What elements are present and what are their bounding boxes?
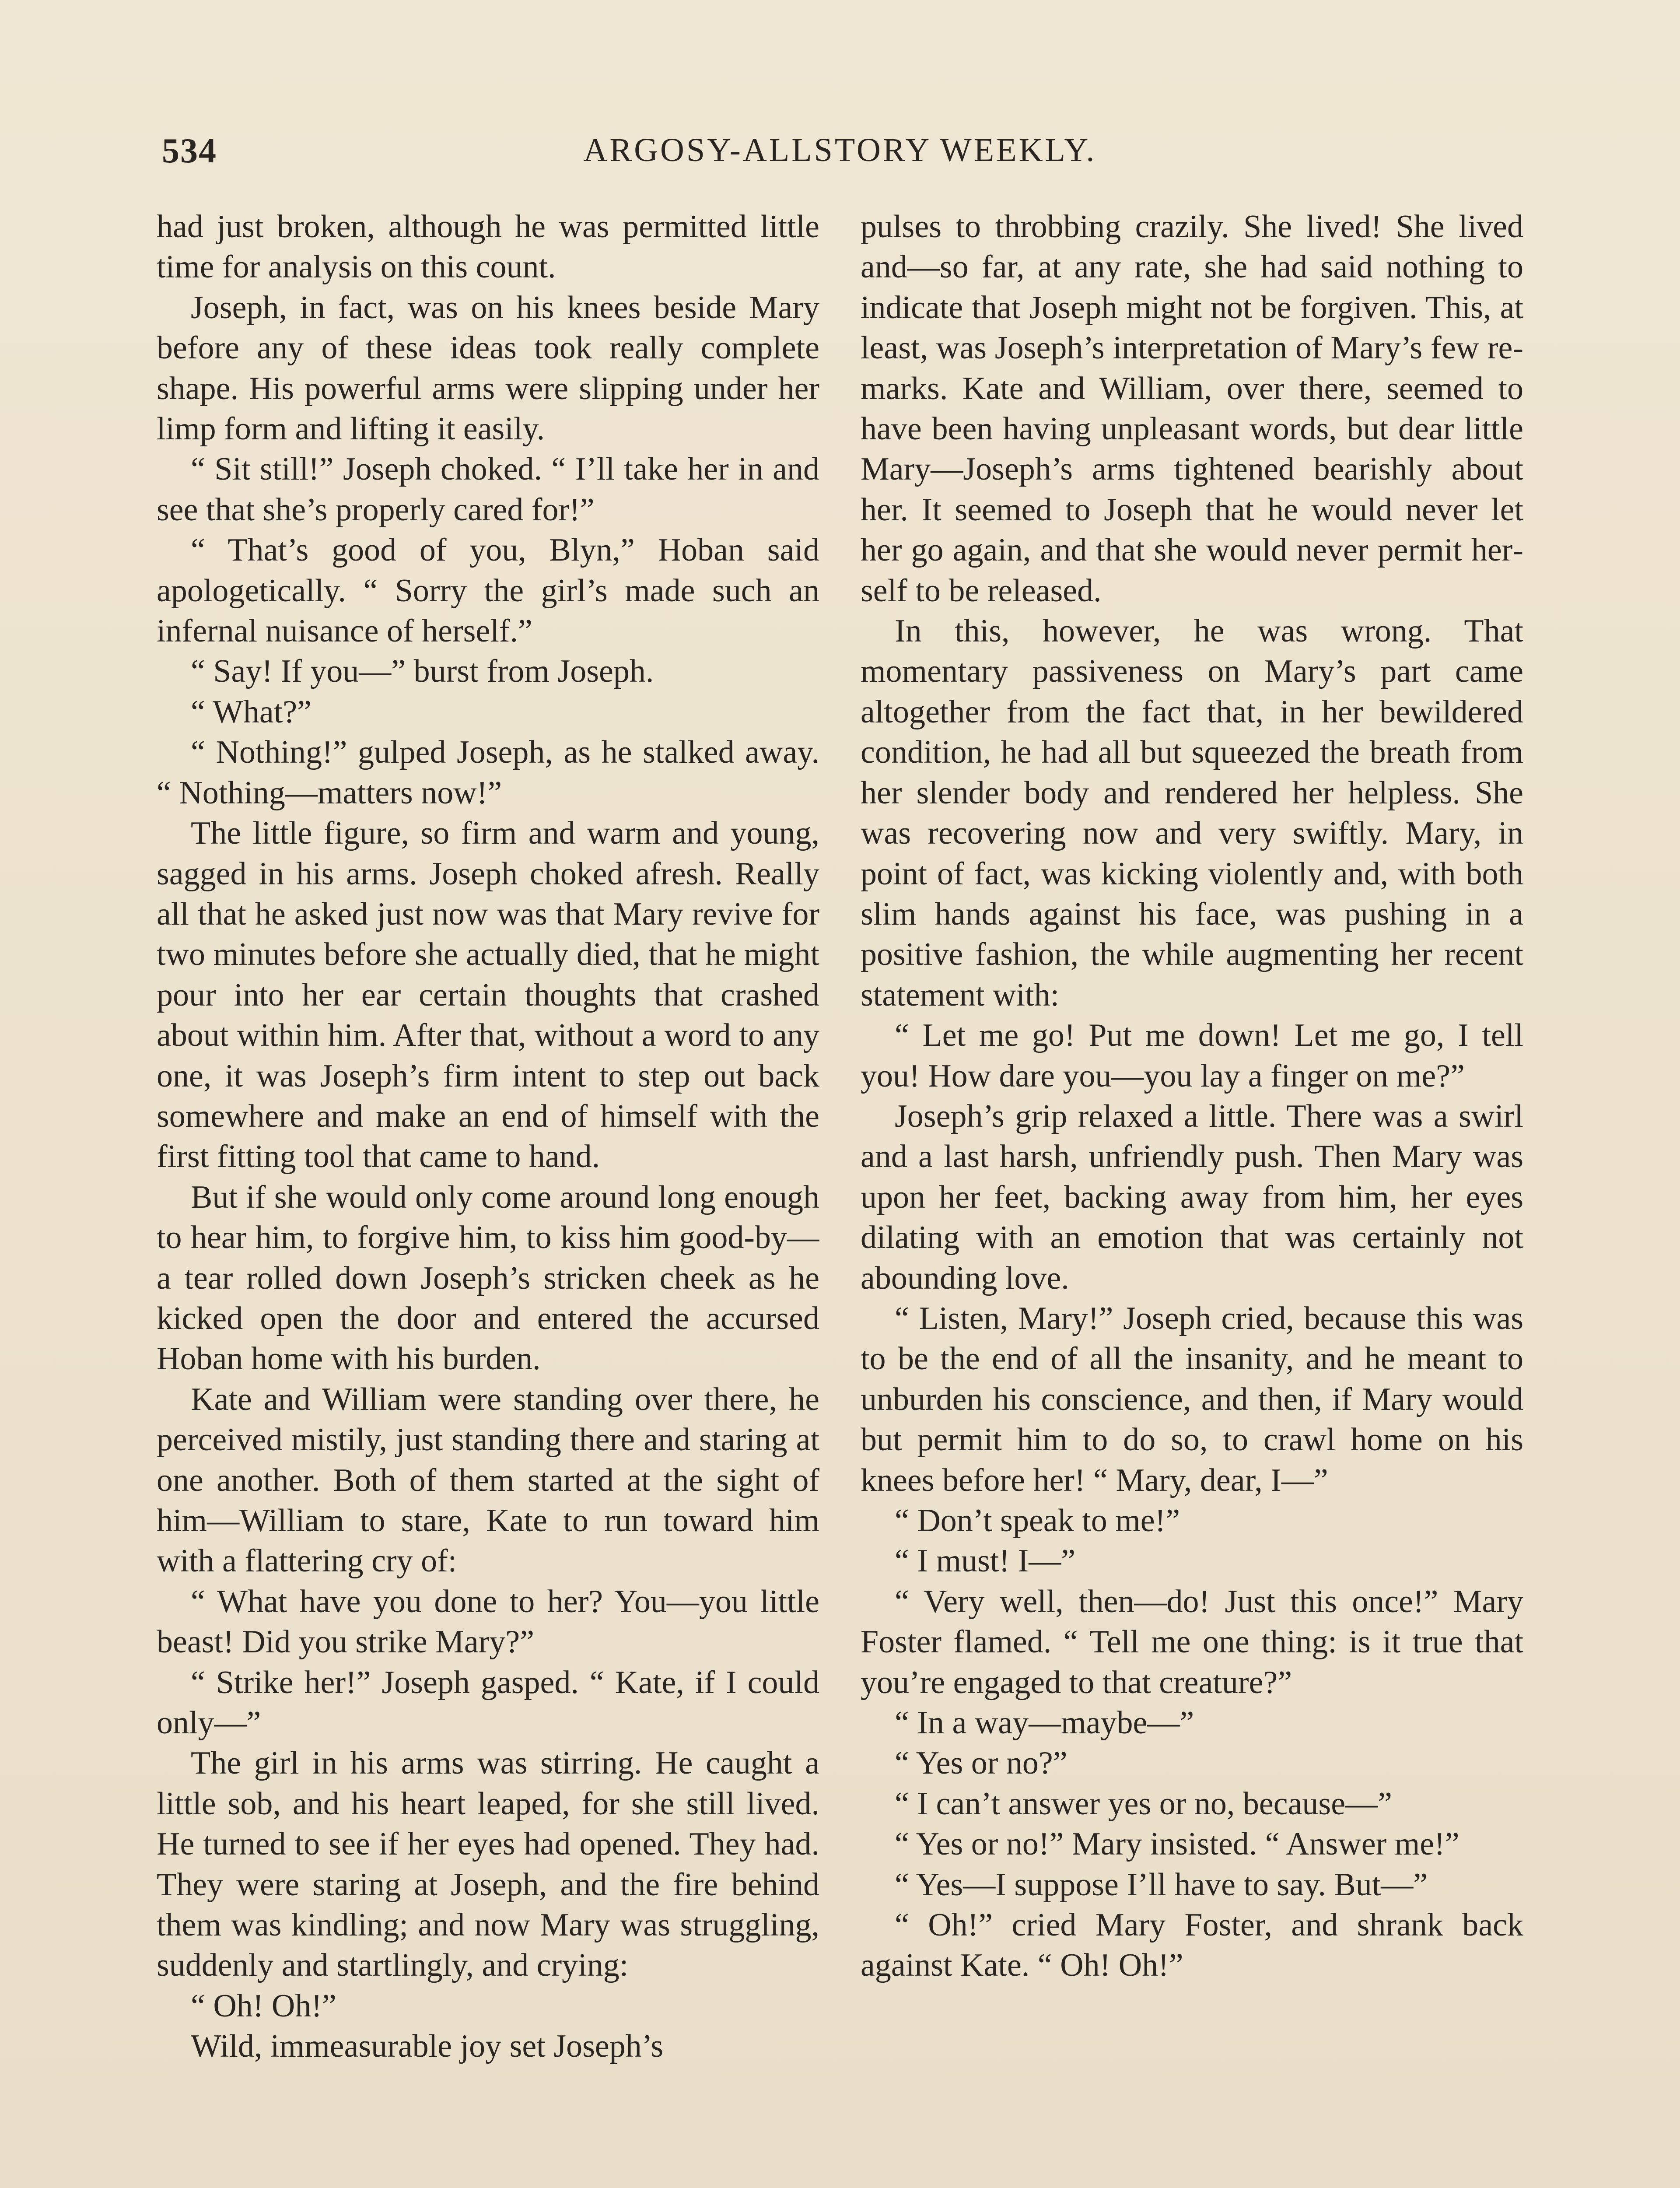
- paragraph: “ Very well, then—do! Just this once!” Mary Foster flamed. “ Tell me one thing: is it true that you’re engaged to that creature?”: [861, 1583, 1523, 1701]
- paragraph: “ What have you done to her? You—you little beast! Did you strike Mary?”: [157, 1583, 819, 1660]
- paragraph: Kate and William were standing over there, he perceived mistily, just standing there and staring at one another. Both of them started at the sight of him—William to stare, Kate to run toward him with a flattering cry of:: [157, 1381, 819, 1579]
- right-column: [861, 207, 1523, 2188]
- paragraph: “ Strike her!” Joseph gasped. “ Kate, if I could only—”: [157, 1664, 819, 1741]
- paragraph: “ Oh! Oh!”: [191, 1988, 336, 2024]
- paragraph: “ That’s good of you, Blyn,” Hoban said apologetically. “ Sorry the girl’s made such an infernal nuisance of herself.”: [157, 532, 819, 649]
- paragraph: In this, however, he was wrong. That momentary passiveness on Mary’s part came altogether from the fact that, in her bewildered condition, he had all but squeezed the breath from her slender body and rendered her helpless. She was recovering now and very swiftly. Mary, in point of fact, was kicking violently and, with both slim hands against his face, was pushing in a positive fashion, the while augmenting her recent statement with:: [861, 613, 1523, 1013]
- paragraph: Joseph’s grip relaxed a little. There was a swirl and a last harsh, unfriendly push. Then Mary was upon her feet, backing away from him, her eyes dilating with an emotion that was certainly not abounding love.: [861, 1098, 1523, 1296]
- paragraph: “ Yes—I suppose I’ll have to say. But—”: [895, 1866, 1428, 1903]
- paragraph: “ What?”: [191, 694, 312, 730]
- paragraph: “ Oh!” cried Mary Foster, and shrank back against Kate. “ Oh! Oh!”: [861, 1907, 1523, 1984]
- paragraph: pulses to throbbing crazily. She lived! She lived and—so far, at any rate, she had said nothing to indicate that Joseph might not be forgiven. This, at least, was Joseph’s interpretation of Mary’s few remarks. Kate and William, over there, seemed to have been having unpleasant words, but dear little Mary—Joseph’s arms tightened bearishly about her. It seemed to Joseph that he would never let her go again, and that she would never permit herself to be released.: [861, 209, 1523, 609]
- paragraph: “ I must! I—”: [895, 1543, 1076, 1579]
- paragraph: “ Say! If you—” burst from Joseph.: [191, 653, 654, 690]
- running-head: ARGOSY-ALLSTORY WEEKLY.: [583, 132, 1097, 168]
- left-column: [157, 207, 819, 2188]
- paragraph: “ Yes or no?”: [895, 1745, 1068, 1781]
- paragraph: The little figure, so firm and warm and young, sagged in his arms. Joseph choked afresh. Really all that he asked just now was that Mary revive for two minutes before she actually died, that he might pour into her ear certain thoughts that crashed about within him. After that, without a word to any one, it was Joseph’s firm intent to step out back somewhere and make an end of himself with the first fitting tool that came to hand.: [157, 815, 819, 1175]
- paragraph: “ Yes or no!” Mary insisted. “ Answer me!”: [895, 1826, 1460, 1862]
- paragraph: Joseph, in fact, was on his knees beside Mary before any of these ideas took really complete shape. His powerful arms were slipping under her limp form and lifting it easily.: [157, 289, 819, 447]
- paragraph: Wild, immeasurable joy set Joseph’s: [191, 2028, 664, 2065]
- paragraph: “ I can’t answer yes or no, because—”: [895, 1785, 1392, 1822]
- page-number: 534: [162, 132, 217, 170]
- paragraph: “ Let me go! Put me down! Let me go, I tell you! How dare you—you lay a finger on me?”: [861, 1017, 1523, 1094]
- paragraph: But if she would only come around long enough to hear him, to forgive him, to kiss him good-by—a tear rolled down Joseph’s stricken cheek as he kicked open the door and entered the accursed Hoban home with his burden.: [157, 1179, 819, 1377]
- paragraph: had just broken, although he was permitted little time for analysis on this count.: [157, 209, 819, 285]
- paragraph: The girl in his arms was stirring. He caught a little sob, and his heart leaped, for she still lived. He turned to see if her eyes had opened. They had. They were staring at Joseph, and the fire behind them was kindling; and now Mary was struggling, suddenly and startlingly, and crying:: [157, 1745, 819, 1984]
- paragraph: “ Don’t speak to me!”: [895, 1503, 1180, 1539]
- paragraph: “ In a way—maybe—”: [895, 1705, 1194, 1741]
- paragraph: “ Nothing!” gulped Joseph, as he stalked away. “ Nothing—matters now!”: [157, 734, 819, 811]
- page-header: [162, 131, 1518, 179]
- paragraph: “ Listen, Mary!” Joseph cried, because this was to be the end of all the insanity, and he meant to unburden his conscience, and then, if Mary would but permit him to do so, to crawl home on his knees before her! “ Mary, dear, I—”: [861, 1300, 1523, 1498]
- paragraph: “ Sit still!” Joseph choked. “ I’ll take her in and see that she’s properly cared for!”: [157, 451, 819, 528]
